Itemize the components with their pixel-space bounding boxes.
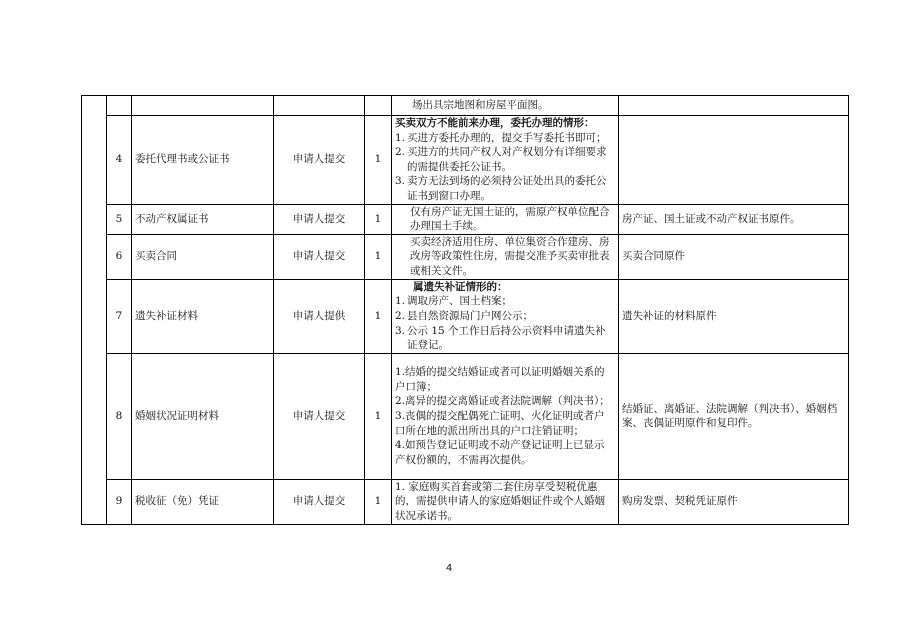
- detail-line: 4.如预告登记证明或不动产登记证明上已显示产权份额的，不需再次提供。: [395, 439, 605, 466]
- detail-line: 1.结婚的提交结婚证或者可以证明婚姻关系的户口簿；: [395, 366, 605, 393]
- detail-heading: 属遗失补证情形的：: [413, 280, 508, 293]
- material-name: 遗失补证材料: [132, 279, 274, 353]
- materials-table: [81, 95, 849, 525]
- item-number: 3.: [395, 324, 406, 337]
- detail-heading: 买卖双方不能前来办理，委托办理的情形：: [395, 117, 595, 129]
- detail-item: [395, 324, 615, 353]
- detail-item: [395, 309, 615, 324]
- table-row: [82, 353, 849, 479]
- table-row: [82, 96, 849, 116]
- detail-item: [395, 131, 615, 146]
- material-original: [619, 116, 849, 205]
- detail-item: [395, 174, 615, 203]
- item-number: 2.: [395, 146, 406, 159]
- item-text: 卖方无法到场的必须持公证处出具的委托公证书到窗口办理。: [407, 175, 607, 202]
- material-detail: [392, 234, 619, 279]
- category-cell: [82, 96, 107, 525]
- material-source: 申请人提交: [274, 353, 365, 479]
- material-name: 委托代理书或公证书: [132, 116, 274, 205]
- detail-line: 仅有房产证无国土证的，需原产权单位配合办理国土手续。: [410, 205, 610, 233]
- material-detail: [392, 96, 619, 116]
- material-detail: [392, 279, 619, 353]
- material-count: 1: [365, 279, 392, 353]
- item-number: 3.: [395, 175, 406, 188]
- material-count: 1: [365, 204, 392, 234]
- material-count: 1: [365, 234, 392, 279]
- page-number: 4: [445, 563, 453, 574]
- table-row: [82, 279, 849, 353]
- table-row: [82, 116, 849, 205]
- detail-line: 1. 家庭购买首套或第二套住房享受契税优惠的，需提供申请人的家庭婚姻证件或个人婚姻状况承诺书。: [395, 480, 605, 522]
- material-count: 1: [365, 353, 392, 479]
- detail-line: 买卖经济适用住房、单位集资合作建房、房改房等政策性住房，需提交准予买卖审批表或相关文件。: [410, 235, 610, 278]
- material-source: 申请人提交: [274, 204, 365, 234]
- item-number: 2.: [395, 309, 406, 322]
- row-number: 4: [107, 116, 132, 205]
- material-detail: [392, 116, 619, 205]
- material-name: 婚姻状况证明材料: [132, 353, 274, 479]
- material-detail: [392, 204, 619, 234]
- material-original: 买卖合同原件: [619, 234, 849, 279]
- material-source: [274, 96, 365, 116]
- table-row: [82, 234, 849, 279]
- item-text: 买进方的共同产权人对产权划分有详细要求的需提供委托公证书。: [407, 146, 607, 173]
- material-source: 申请人提交: [274, 116, 365, 205]
- material-source: 申请人提交: [274, 234, 365, 279]
- item-number: 1.: [395, 295, 406, 308]
- material-detail: [392, 479, 619, 524]
- material-original: 遗失补证的材料原件: [619, 279, 849, 353]
- material-name: 不动产权属证书: [132, 204, 274, 234]
- detail-line: 2.离异的提交离婚证或者法院调解（判决书）；3.丧偶的提交配偶死亡证明、火化证明或者户口所在地的派出所出具的户口注销证明；: [395, 395, 610, 437]
- material-source: 申请人提供: [274, 279, 365, 353]
- table-row: [82, 479, 849, 524]
- item-text: 公示 15 个工作日后持公示资料申请遗失补证登记。: [407, 324, 606, 352]
- material-name: 税收征（免）凭证: [132, 479, 274, 524]
- material-original: [619, 96, 849, 116]
- row-number: [107, 96, 132, 116]
- material-original: 房产证、国土证或不动产权证书原件。: [619, 204, 849, 234]
- detail-item: [395, 145, 615, 174]
- detail-item: [395, 294, 615, 309]
- item-text: 买进方委托办理的，提交手写委托书即可；: [407, 131, 607, 144]
- row-number: 9: [107, 479, 132, 524]
- material-count: [365, 96, 392, 116]
- table-row: [82, 204, 849, 234]
- row-number: 7: [107, 279, 132, 353]
- material-count: 1: [365, 116, 392, 205]
- item-text: 县自然资源局门户网公示；: [407, 309, 533, 322]
- material-detail: [392, 353, 619, 479]
- material-name: 买卖合同: [132, 234, 274, 279]
- detail-line: 场出具宗地图和房屋平面图。: [412, 99, 549, 112]
- item-number: 1.: [395, 131, 406, 144]
- material-name: [132, 96, 274, 116]
- material-source: 申请人提交: [274, 479, 365, 524]
- material-original: 购房发票、契税凭证原件: [619, 479, 849, 524]
- material-original: 结婚证、离婚证、法院调解（判决书）、婚姻档案、丧偶证明原件和复印件。: [619, 353, 849, 479]
- row-number: 6: [107, 234, 132, 279]
- row-number: 5: [107, 204, 132, 234]
- material-count: 1: [365, 479, 392, 524]
- item-text: 调取房产、国土档案；: [407, 295, 512, 308]
- row-number: 8: [107, 353, 132, 479]
